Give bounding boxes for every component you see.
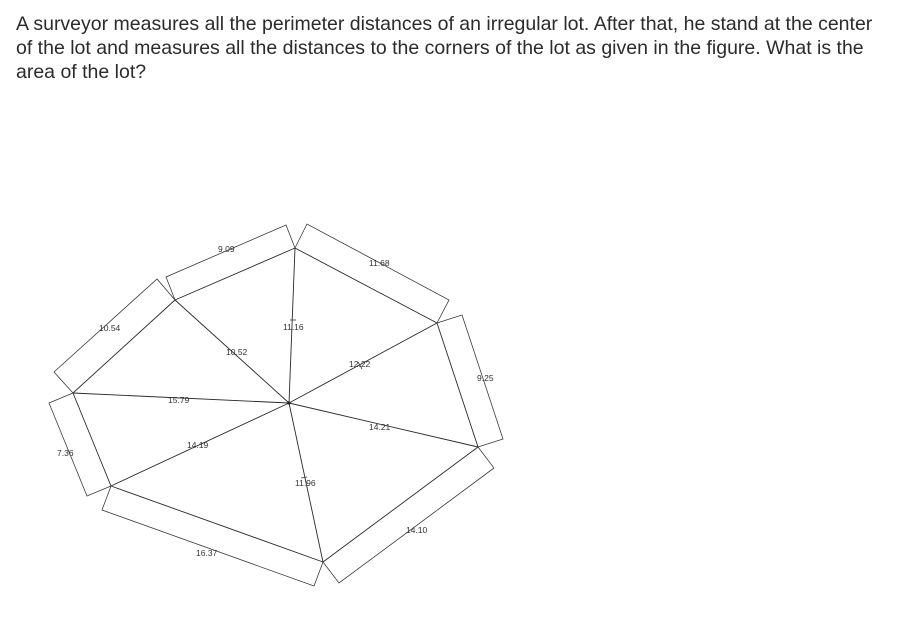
label-radial-bottom-left: 14.19 xyxy=(187,440,209,450)
label-radial-upper-right: 12.22 xyxy=(349,359,371,369)
dimension-lines xyxy=(49,224,503,586)
radial-lines xyxy=(73,248,478,562)
dimension-top-left xyxy=(166,225,295,300)
label-side-bottom-left: 16.37 xyxy=(196,548,218,558)
label-radial-top-left: 10.52 xyxy=(226,347,248,357)
measurement-labels xyxy=(57,244,494,558)
center-point xyxy=(287,401,290,404)
label-side-left: 7.36 xyxy=(57,448,74,458)
label-side-top-right: 11.68 xyxy=(369,258,390,268)
question-text: A surveyor measures all the perimeter distances of an irregular lot. After that, he stand at the center of the lot and measures all the distances to the corners of the lot as given in the figure. What is the area of the lot? xyxy=(16,13,873,83)
label-radial-top: 11.16 xyxy=(283,322,304,332)
lot-perimeter xyxy=(73,248,478,562)
dimension-bottom-left xyxy=(102,486,323,586)
perimeter-edge-bottom-right xyxy=(323,447,478,562)
label-side-top-left: 9.09 xyxy=(218,244,235,254)
dimension-bottom-right xyxy=(323,447,494,583)
label-side-right: 9.25 xyxy=(477,373,494,383)
dimension-upper-left xyxy=(54,279,175,393)
dimension-top-right xyxy=(295,224,449,323)
label-radial-left: 15.79 xyxy=(168,395,190,405)
label-side-upper-left: 10.54 xyxy=(99,323,121,333)
label-side-bottom-right: 14.10 xyxy=(406,525,428,535)
label-radial-bottom: 11.96 xyxy=(295,478,316,488)
perimeter-edge-top-right xyxy=(295,248,437,323)
perimeter-edge-left xyxy=(73,393,111,486)
perimeter-edge-right xyxy=(437,323,478,447)
dimension-left xyxy=(49,393,111,496)
perimeter-edge-upper-left xyxy=(73,300,175,393)
label-radial-right: 14.21 xyxy=(369,422,391,432)
perimeter-edge-top-left xyxy=(175,248,295,300)
